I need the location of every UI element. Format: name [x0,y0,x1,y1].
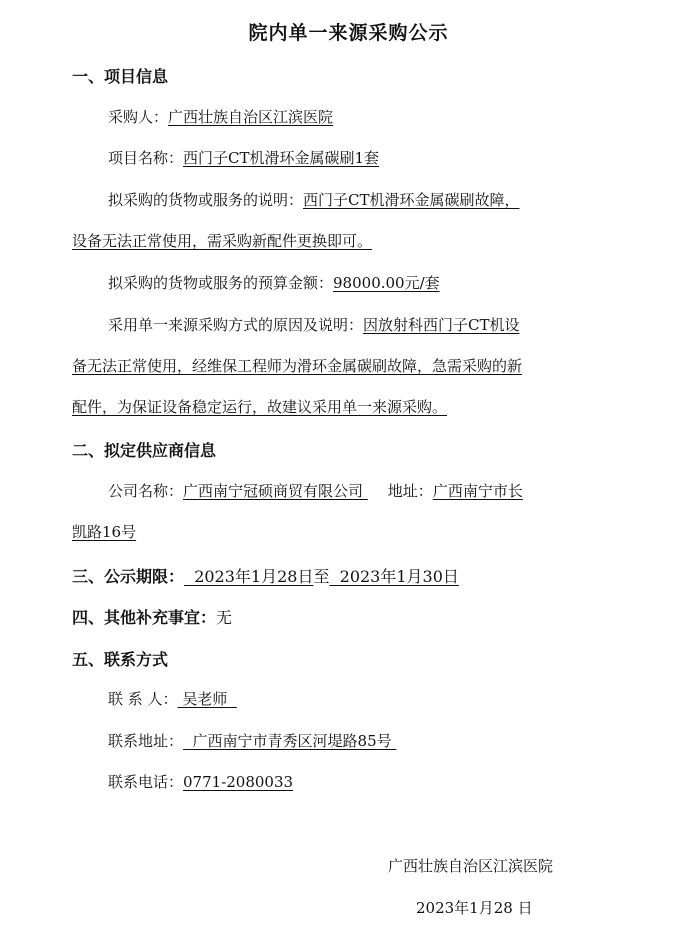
project-label: 项目名称： [108,149,184,167]
contact-address-label: 联系地址： [108,732,184,750]
section2-heading: 二、拟定供应商信息 [72,441,217,460]
phone-row [108,772,628,792]
reason-value-line1: 因放射科西门子CT机设 [363,316,520,334]
budget-row [108,273,628,293]
section3-heading: 三、公示期限： [72,567,185,586]
supplier-address-value-line1: 广西南宁市长 [432,482,523,500]
contact-value: 吴老师 [177,690,237,708]
section4-heading: 四、其他补充事宜： [72,608,217,627]
period-start: 2023年1月28日 [184,567,314,586]
signature-org: 广西壮族自治区江滨医院 [388,857,554,875]
reason-row-cont2 [72,397,632,417]
description-value-line2: 设备无法正常使用，需采购新配件更换即可。 [72,232,373,250]
company-row [108,481,628,501]
period-to: 至 [313,567,330,586]
contact-address-value: 广西南宁市青秀区河堤路85号 [183,732,397,750]
reason-row [108,315,628,335]
purchaser-label: 采购人： [108,108,169,126]
description-label: 拟采购的货物或服务的说明： [108,191,304,209]
section1-heading: 一、项目信息 [72,67,169,86]
purchaser-row [108,107,628,127]
section4-value: 无 [216,608,233,627]
reason-row-cont1 [72,356,632,376]
phone-label: 联系电话： [108,773,184,791]
description-row-cont [72,231,632,251]
reason-value-line2: 备无法正常使用，经维保工程师为滑环金属碳刷故障，急需采购的新 [72,357,523,375]
contact-address-row [108,731,628,751]
section4-row [72,605,232,628]
page-title: 院内单一来源采购公示 [248,22,449,44]
budget-label: 拟采购的货物或服务的预算金额： [108,274,334,292]
reason-label: 采用单一来源采购方式的原因及说明： [108,316,364,334]
budget-value: 98000.00元/套 [333,274,440,292]
contact-row [108,689,628,709]
section5-heading: 五、联系方式 [72,650,169,669]
supplier-address-cont [72,522,632,542]
supplier-address-label: 地址： [387,482,433,500]
supplier-address-value-line2: 凯路16号 [72,523,137,541]
description-row [108,190,628,210]
reason-value-line3: 配件，为保证设备稳定运行，故建议采用单一来源采购。 [72,398,448,416]
section3-row [72,564,459,587]
period-end: 2023年1月30日 [329,567,459,586]
company-label: 公司名称： [108,482,184,500]
company-value: 广西南宁冠硕商贸有限公司 [183,482,368,500]
description-value-line1: 西门子CT机滑环金属碳刷故障， [303,191,520,209]
project-value: 西门子CT机滑环金属碳刷1套 [183,149,380,167]
purchaser-value: 广西壮族自治区江滨医院 [168,108,334,126]
project-row [108,148,628,168]
signature-date: 2023年1月28 日 [416,899,533,917]
phone-value: 0771-2080033 [183,773,294,791]
contact-label: 联 系 人： [108,690,178,708]
